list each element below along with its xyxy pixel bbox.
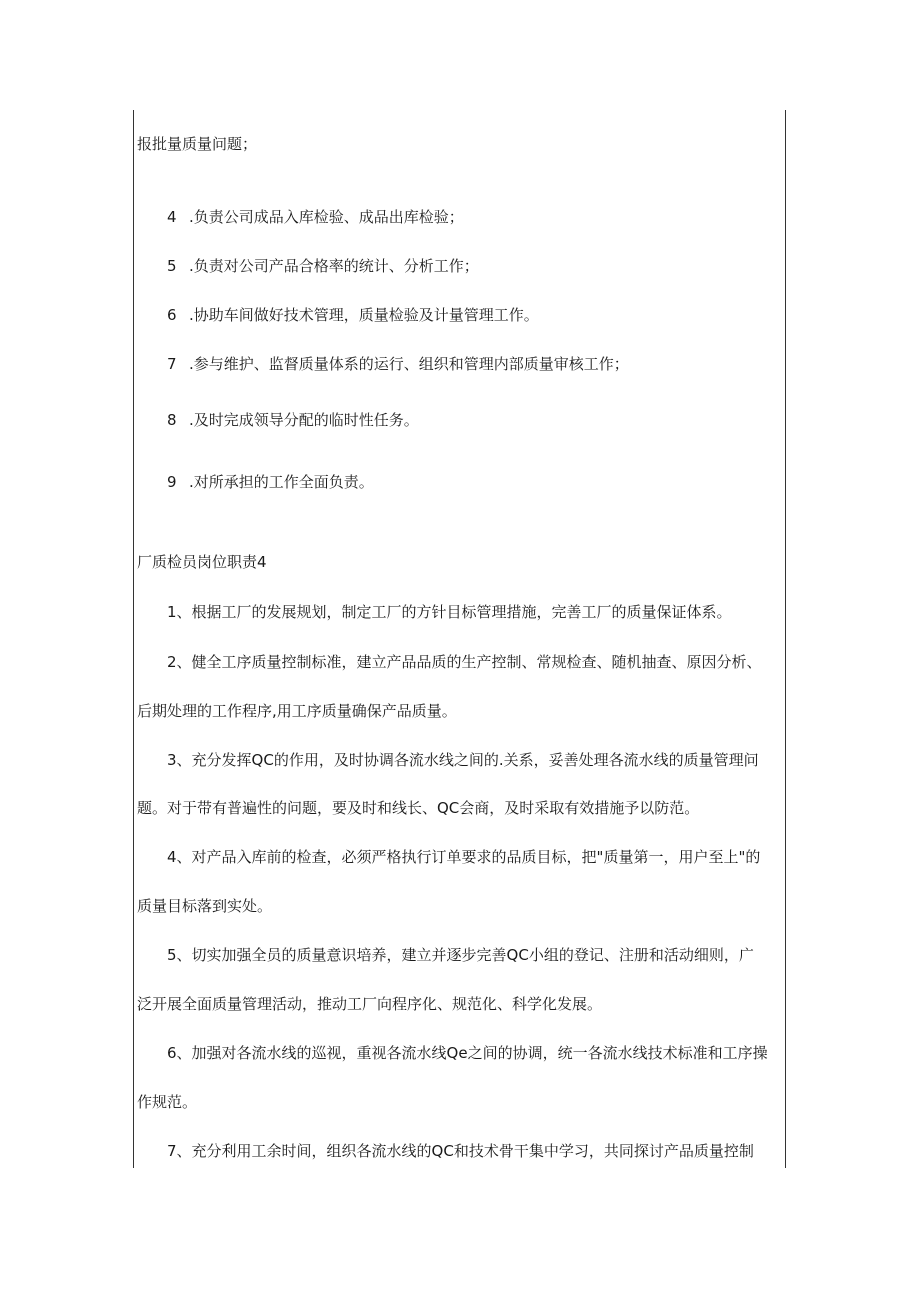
paragraph-2-line-1: 2、健全工序质量控制标准，建立产品品质的生产控制、常规检查、随机抽查、原因分析、 <box>167 653 762 671</box>
list-item-text: .负责公司成品入库检验、成品出库检验； <box>189 208 464 226</box>
paragraph-5-line-1: 5、切实加强全员的质量意识培养，建立并逐步完善QC小组的登记、注册和活动细则，广 <box>167 946 754 964</box>
paragraph-5-line-2: 泛开展全面质量管理活动，推动工厂向程序化、规范化、科学化发展。 <box>137 995 603 1013</box>
list-item-text: .参与维护、监督质量体系的运行、组织和管理内部质量审核工作； <box>189 355 629 373</box>
list-item-number: 9 <box>167 473 177 491</box>
page-border-right <box>785 110 786 1168</box>
list-item-text: .对所承担的工作全面负责。 <box>189 473 374 491</box>
paragraph-3-line-2: 题。对于带有普遍性的问题，要及时和线长、QC会商，及时采取有效措施予以防范。 <box>137 799 700 817</box>
list-item-text: .及时完成领导分配的临时性任务。 <box>189 411 419 429</box>
list-item-6 <box>167 305 539 325</box>
list-item-number: 7 <box>167 355 177 373</box>
list-item-9 <box>167 472 374 492</box>
list-item-text: .负责对公司产品合格率的统计、分析工作； <box>189 257 479 275</box>
list-item-8 <box>167 410 419 430</box>
paragraph-2-line-2: 后期处理的工作程序,用工序质量确保产品质量。 <box>137 702 457 720</box>
text-line-continuation: 报批量质量问题； <box>137 135 258 153</box>
list-item-number: 6 <box>167 306 177 324</box>
paragraph-1: 1、根据工厂的发展规划，制定工厂的方针目标管理措施，完善工厂的质量保证体系。 <box>167 603 732 621</box>
list-item-5 <box>167 256 479 276</box>
paragraph-4-line-2: 质量目标落到实处。 <box>137 897 273 915</box>
paragraph-3-line-1: 3、充分发挥QC的作用，及时协调各流水线之间的.关系，妥善处理各流水线的质量管理问 <box>167 751 759 769</box>
list-item-number: 4 <box>167 208 177 226</box>
section-heading: 厂质检员岗位职责4 <box>137 553 267 571</box>
paragraph-6-line-2: 作规范。 <box>137 1093 198 1111</box>
list-item-7 <box>167 354 629 374</box>
paragraph-4-line-1: 4、对产品入库前的检查，必须严格执行订单要求的品质目标，把"质量第一，用户至上"的 <box>167 848 761 866</box>
list-item-number: 8 <box>167 411 177 429</box>
list-item-4 <box>167 207 464 227</box>
paragraph-6-line-1: 6、加强对各流水线的巡视，重视各流水线Qe之间的协调，统一各流水线技术标准和工序操 <box>167 1044 768 1062</box>
page-border-left <box>133 110 134 1168</box>
paragraph-7-line-1: 7、充分利用工余时间，组织各流水线的QC和技术骨干集中学习，共同探讨产品质量控制 <box>167 1142 754 1160</box>
list-item-text: .协助车间做好技术管理，质量检验及计量管理工作。 <box>189 306 539 324</box>
list-item-number: 5 <box>167 257 177 275</box>
